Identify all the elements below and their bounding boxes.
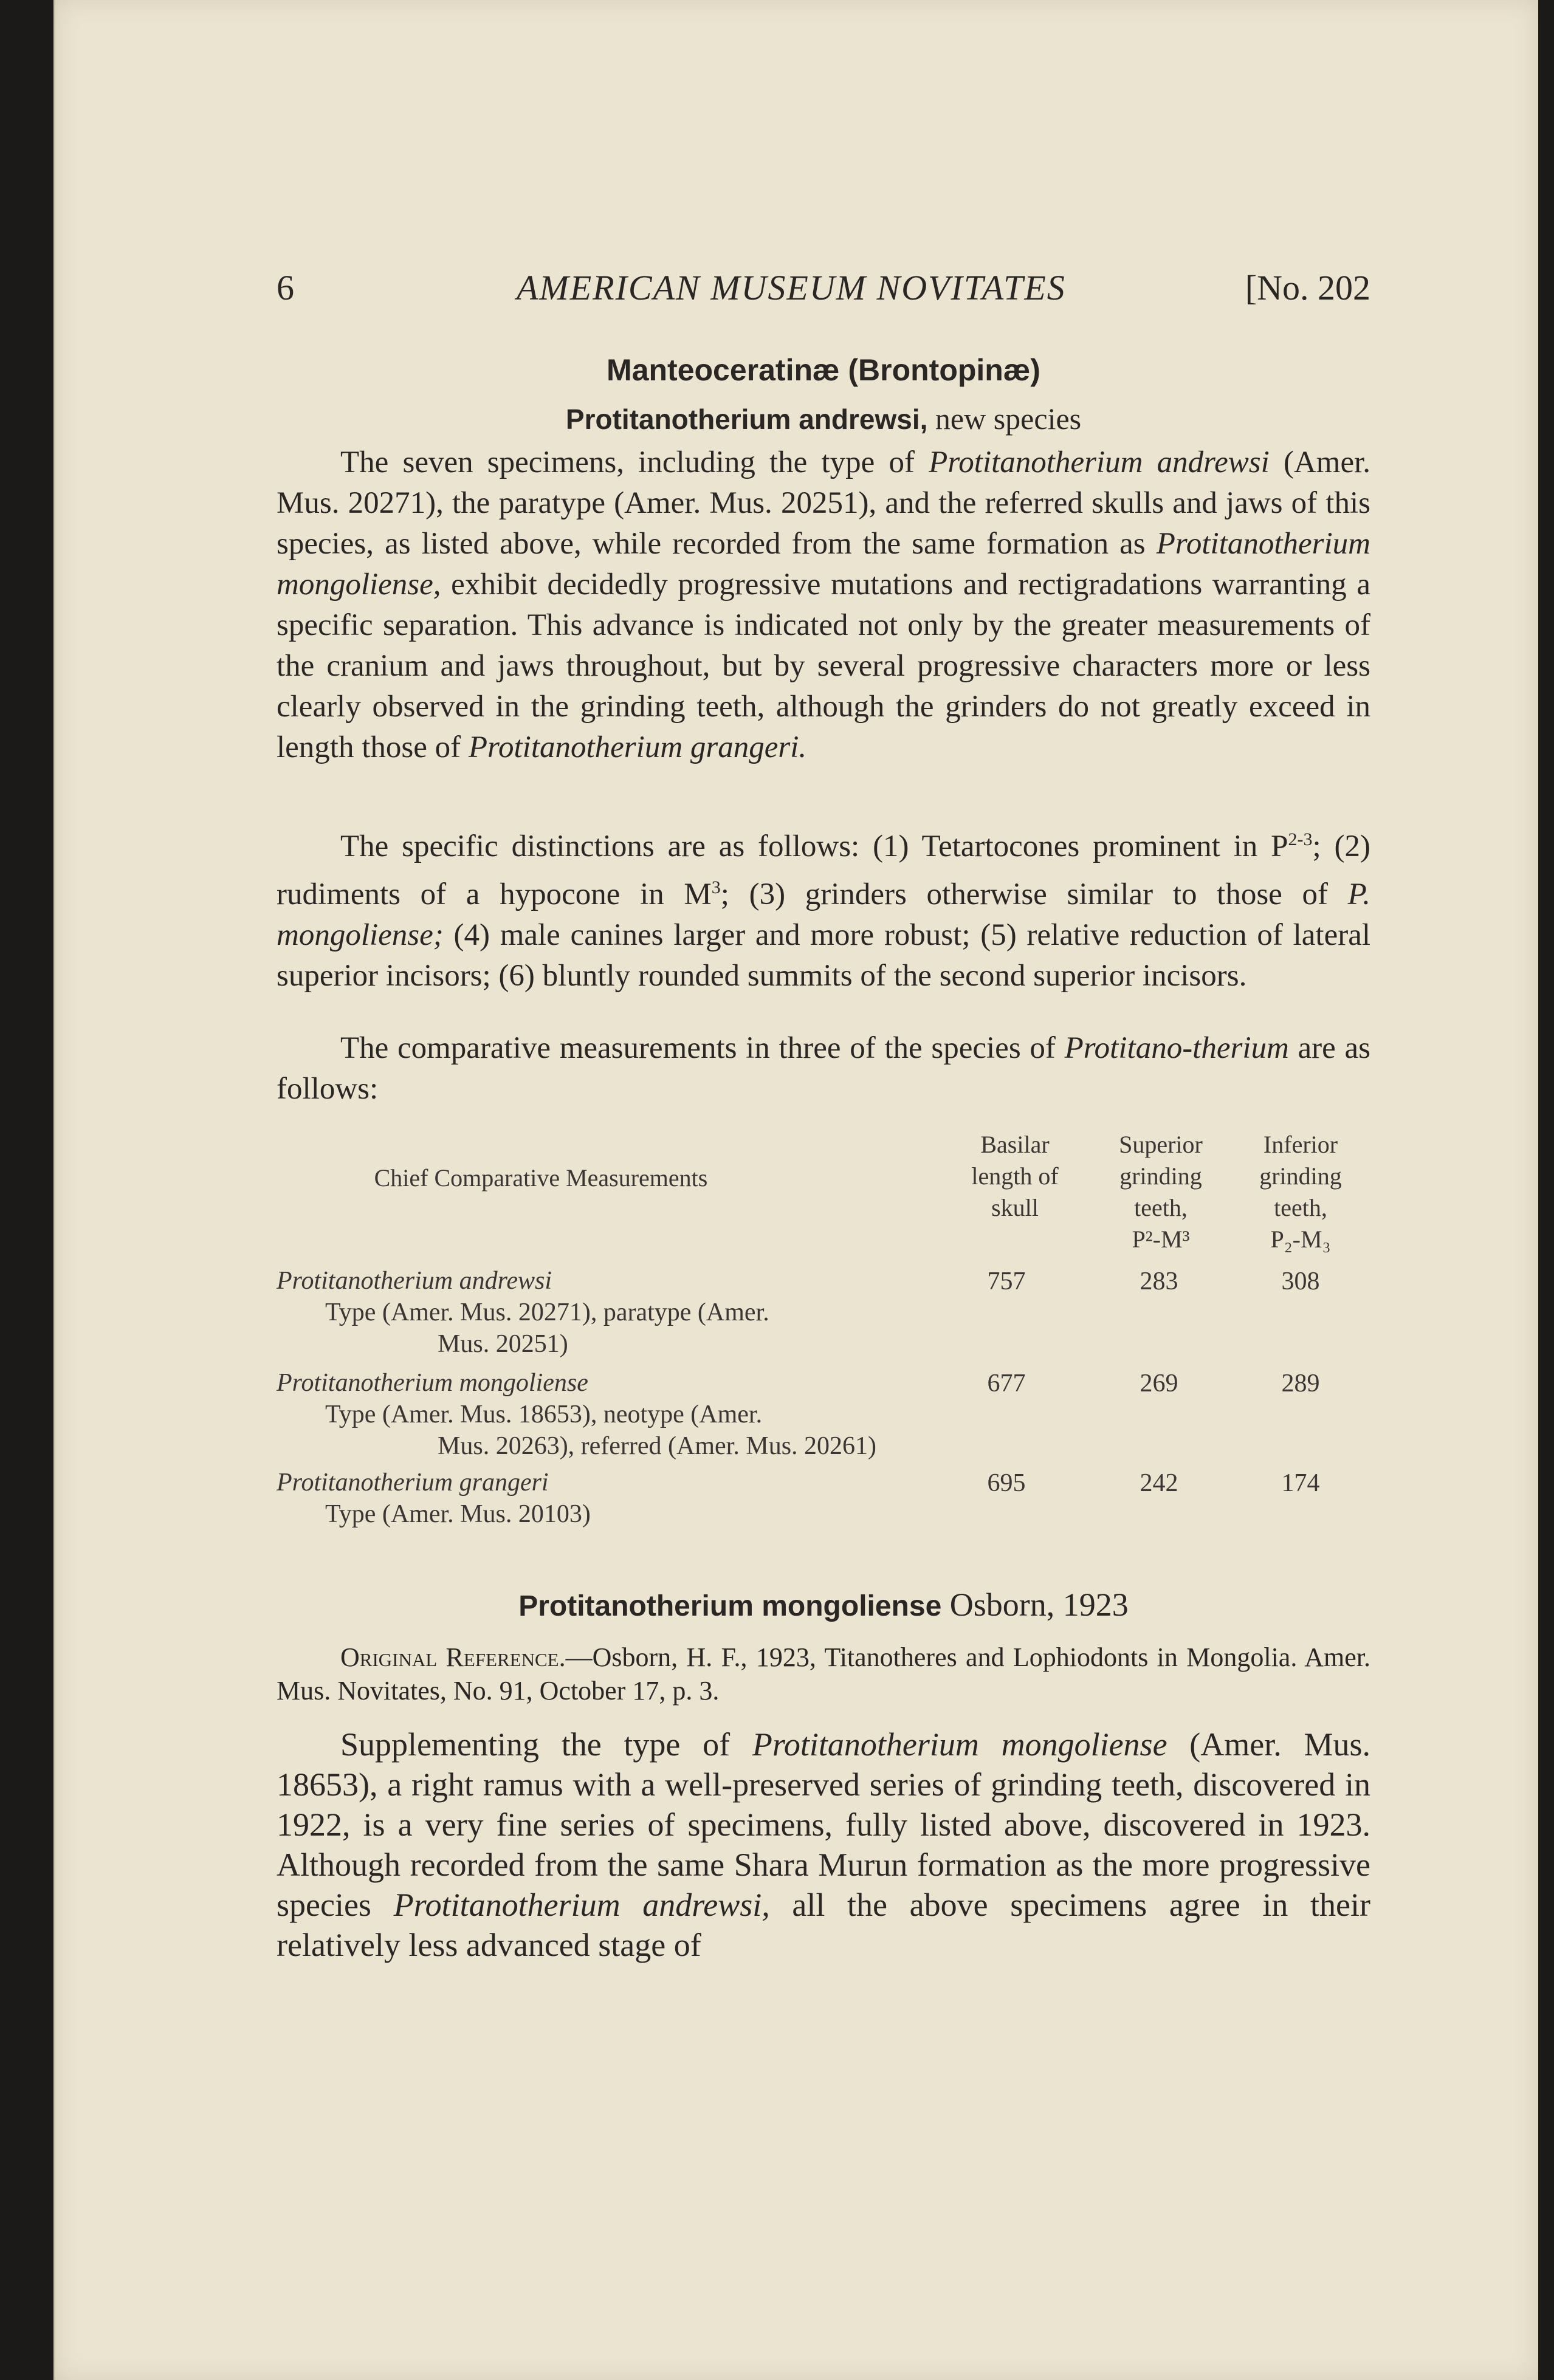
text-run: are as follows: (277, 1031, 1370, 1106)
header-line: Inferior (1263, 1131, 1338, 1158)
row-detail: Mus. 20251) (438, 1330, 568, 1358)
species-status: new species (935, 402, 1082, 436)
row-species: Protitanotherium grangeri (277, 1469, 549, 1497)
species-heading-2 (277, 1586, 1370, 1624)
row-species: Protitanotherium andrewsi (277, 1267, 552, 1295)
paragraph-3 (277, 1028, 1370, 1109)
superscript: 2-3 (1288, 829, 1313, 849)
text-run: The comparative measurements in three of the species of (340, 1031, 1065, 1065)
cell-superior: 269 (1140, 1370, 1178, 1397)
italic-run: Protitanotherium grangeri. (468, 730, 807, 764)
row-detail: Type (Amer. Mus. 20271), paratype (Amer. (325, 1298, 769, 1326)
italic-run: Protitano-therium (1064, 1031, 1289, 1065)
text-run: Supplementing the type of (340, 1726, 752, 1763)
row-detail: Type (Amer. Mus. 18653), neotype (Amer. (325, 1401, 763, 1428)
text-run: The seven specimens, including the type of (340, 445, 929, 479)
header-line: grinding (1259, 1162, 1342, 1190)
text-run: all the above specimens agree in their relatively less advanced stage of (277, 1887, 1370, 1963)
header-line: Superior (1119, 1131, 1203, 1158)
cell-inferior: 289 (1281, 1370, 1320, 1397)
cell-inferior: 174 (1281, 1469, 1320, 1497)
header-line: P²-M³ (1132, 1226, 1190, 1253)
table-header-inferior (1231, 1129, 1370, 1255)
text-run: (Amer. Mus. 20271), the paratype (Amer. Mus. 20251), and the referred skulls and jaws of this species, as listed above, while recorded from the same formation as (277, 445, 1370, 561)
italic-run: Protitanotherium mongoliense, (277, 527, 1370, 602)
journal-title: AMERICAN MUSEUM NOVITATES (517, 268, 1066, 307)
italic-run: P. mongoliense; (277, 877, 1370, 952)
text-run: ; (2) rudiments of a hypocone in M (277, 829, 1371, 911)
running-header (277, 267, 1370, 316)
row-species: Protitanotherium mongoliense (277, 1369, 588, 1397)
text-run: exhibit decidedly progressive mutations and rectigradations warranting a specific separation. This advance is indicated not only by the greater measurements of the cranium and jaws throughout, but by several progressive characters more or less clearly observed in the grinding teeth, although the grinders do not greatly exceed in length those of (277, 568, 1370, 764)
header-line: grinding (1119, 1162, 1202, 1190)
header-line: teeth, (1134, 1194, 1188, 1221)
header-line: Basilar (980, 1131, 1050, 1158)
subfamily-heading: Manteoceratinæ (Brontopinæ) (607, 353, 1040, 387)
paragraph-4 (277, 1724, 1370, 1965)
cell-inferior: 308 (1281, 1267, 1320, 1295)
cell-basilar: 677 (987, 1370, 1026, 1397)
header-line: skull (991, 1194, 1039, 1221)
row-detail: Mus. 20263), referred (Amer. Mus. 20261) (438, 1432, 877, 1460)
cell-basilar: 695 (987, 1469, 1026, 1497)
row-detail: Type (Amer. Mus. 20103) (325, 1500, 591, 1528)
issue-number: [No. 202 (1245, 268, 1370, 307)
text-run: ; (3) grinders otherwise similar to those of (720, 877, 1348, 911)
superscript: 3 (711, 877, 721, 897)
species-name: Protitanotherium andrewsi, (565, 403, 928, 435)
reference-text: —Osborn, H. F., 1923, Titanotheres and Lophiodonts in Mongolia. Amer. Mus. Novitates, No. 91, October 17, p. 3. (277, 1642, 1370, 1706)
paragraph-1 (277, 442, 1370, 768)
header-line: P₂-M₃ (1270, 1226, 1331, 1253)
original-reference (277, 1641, 1370, 1707)
text-run: The specific distinctions are as follows: (1) Tetartocones prominent in P (340, 829, 1288, 863)
header-line: teeth, (1274, 1194, 1327, 1221)
paragraph-2 (277, 819, 1370, 996)
page-number: 6 (277, 268, 294, 307)
text-run: (Amer. Mus. 18653), a right ramus with a well-preserved series of grinding teeth, discovered in 1922, is a very fine series of specimens, fully listed above, discovered in 1923. Although recorded from the same Shara Murun formation as the more progressive species (277, 1726, 1371, 1923)
cell-superior: 283 (1140, 1267, 1178, 1295)
table-header-basilar (945, 1129, 1085, 1224)
cell-superior: 242 (1140, 1469, 1178, 1497)
italic-run: Protitanotherium andrewsi, (393, 1887, 770, 1923)
text-run: (4) male canines larger and more robust; (5) relative reduction of lateral superior incisors; (6) bluntly rounded summits of the second superior incisors. (277, 918, 1370, 993)
species-author: Osborn, 1923 (949, 1586, 1129, 1623)
italic-run: Protitanotherium mongoliense (752, 1726, 1167, 1763)
reference-label: Original Reference. (340, 1642, 566, 1672)
table-header-label: Chief Comparative Measurements (374, 1164, 708, 1192)
species-heading (277, 401, 1370, 436)
table-header-superior (1091, 1129, 1231, 1255)
italic-run: Protitanotherium andrewsi (929, 445, 1270, 479)
cell-basilar: 757 (987, 1267, 1026, 1295)
species-name: Protitanotherium mongoliense (518, 1590, 942, 1622)
header-line: length of (971, 1162, 1059, 1190)
